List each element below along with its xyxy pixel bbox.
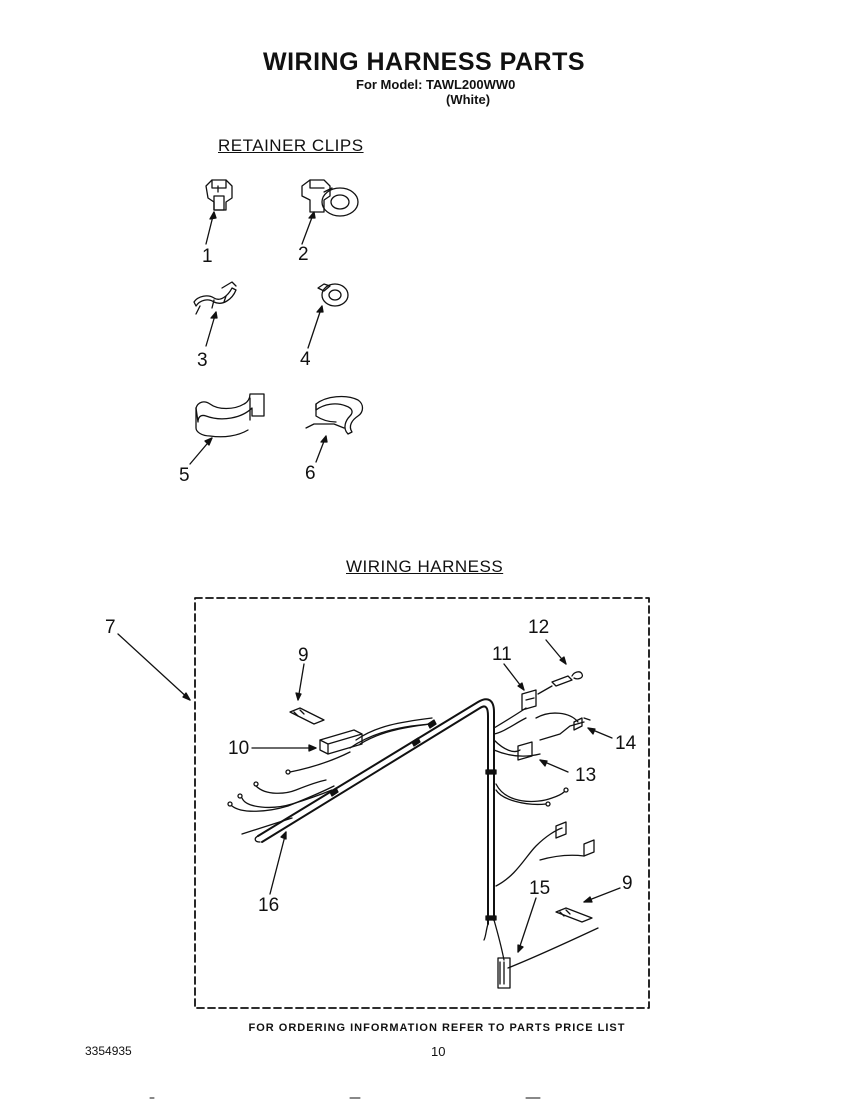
callout-7: 7 <box>105 617 116 638</box>
retainer-clip-5 <box>196 394 264 437</box>
callout-5: 5 <box>179 465 190 486</box>
arrow-16 <box>270 832 286 894</box>
callout-15: 15 <box>529 878 551 899</box>
callout-6: 6 <box>305 463 316 484</box>
callout-10: 10 <box>228 738 250 759</box>
retainer-clip-1 <box>206 180 232 210</box>
page-title: WIRING HARNESS PARTS <box>262 48 586 76</box>
callout-3: 3 <box>197 350 208 371</box>
ordering-note: FOR ORDERING INFORMATION REFER TO PARTS PRICE LIST <box>248 1022 626 1034</box>
retainer-clips-heading: RETAINER CLIPS <box>218 136 364 155</box>
callout-9-left: 9 <box>298 645 309 666</box>
callout-16: 16 <box>258 895 280 916</box>
callout-11: 11 <box>492 644 512 665</box>
callout-4: 4 <box>300 349 311 370</box>
arrow-7 <box>118 634 190 700</box>
harness-frame <box>195 598 649 1008</box>
callout-12: 12 <box>528 617 550 638</box>
callout-2: 2 <box>298 244 309 265</box>
wiring-harness <box>228 672 598 988</box>
document-number: 3354935 <box>85 1044 132 1058</box>
retainer-clip-4 <box>318 284 348 306</box>
retainer-clip-2 <box>302 180 358 216</box>
callout-1: 1 <box>202 246 213 267</box>
color-line: (White) <box>446 92 491 107</box>
model-line: For Model: TAWL200WW0 <box>356 77 516 92</box>
retainer-clip-3 <box>194 282 236 314</box>
arrow-15 <box>518 898 536 952</box>
retainer-clip-6 <box>306 397 363 434</box>
wiring-harness-heading: WIRING HARNESS <box>346 557 504 576</box>
callout-9-right: 9 <box>622 873 633 894</box>
callout-14: 14 <box>615 733 637 754</box>
callout-13: 13 <box>575 765 597 786</box>
page-number: 10 <box>431 1044 446 1059</box>
